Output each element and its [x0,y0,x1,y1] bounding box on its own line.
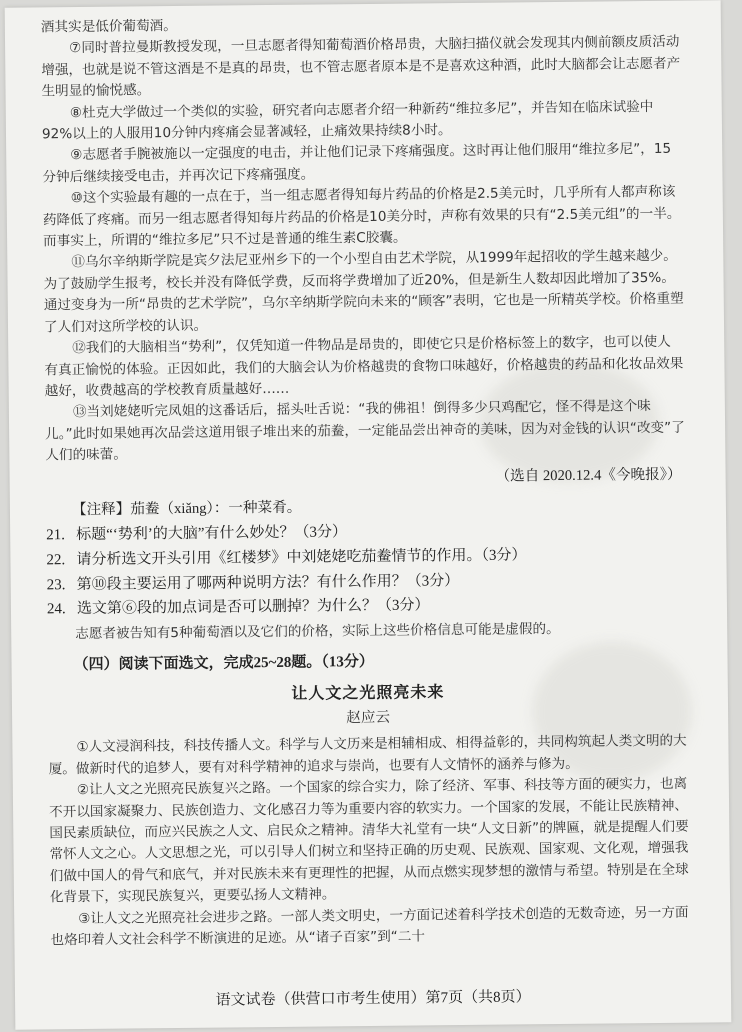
passage-note: 【注释】茄鲞（xiǎng）：一种菜肴。 [71,499,302,519]
article-paragraph-3: ③让人文之光照亮社会进步之路。一部人类文明史，一方面记述着科学技术创造的无数奇迹，另一方面也烙印着人文社会科学不断演进的足迹。从“诸子百家”到“二十 [50,904,689,949]
question-number: 22. [46,552,66,569]
article-paragraph-1: ①人文浸润科技，科技传播人文。科学与人文历来是相辅相成、相得益彰的，共同构筑起人类文明的大厦。做新时代的追梦人，要有对科学精神的追求与崇尚，也要有人文情怀的涵养与修为。 [48,733,687,778]
passage-paragraph: 酒其实是低价葡萄酒。 [40,17,177,36]
section-heading: （四）阅读下面选文，完成25~28题。（13分） [73,654,374,674]
article-author: 赵应云 [346,708,391,727]
article-title: 让人文之光照亮未来 [291,681,445,703]
reading-passage-4 [48,731,690,952]
passage-source: （选自 2020.12.4《今晚报》） [495,466,682,485]
question-text: 请分析选文开头引用《红楼梦》中刘姥姥吃茄鲞情节的作用。（3分） [76,547,527,568]
passage-paragraph-9: ⑨志愿者手腕被施以一定强度的电击，并让他们记录下疼痛强度。这时再让他们服用“维拉多尼”，15分钟后继续接受电击，并再次记下疼痛强度。 [42,141,672,186]
question-text: 选文第⑥段的加点词是否可以删掉？为什么？（3分） [76,597,430,618]
passage-paragraph-8: ⑧杜克大学做过一个类似的实验，研究者向志愿者介绍一种新药“维拉多尼”，并告知在临床试验中92%以上的人服用10分钟内疼痛会显著减轻，止痛效果持续8小时。 [41,98,654,143]
question-text: 第⑩段主要运用了哪两种说明方法？有什么作用？（3分） [76,572,460,593]
question-list [46,517,687,645]
passage-paragraph-13: ⑬当刘姥姥听完凤姐的这番话后，摇头吐舌说：“我的佛祖！倒得多少只鸡配它，怪不得是这个味儿。”此时如果她再次品尝这道用银子堆出来的茄鲞，一定能品尝出神奇的美味，因为对金钱的认识“改变”了人们的味蕾。 [45,398,685,464]
question-number: 21. [46,527,66,544]
question-number: 23. [46,576,66,593]
page-content [41,11,691,952]
question-number: 24. [46,601,66,618]
question-24-quote: 志愿者被告知有5种葡萄酒以及它们的价格，实际上这些价格信息可能是虚假的。 [75,620,560,642]
passage-paragraph-12: ⑫我们的大脑相当“势利”，仅凭知道一件物品是昂贵的，即使它只是价格标签上的数字，也可以使人有真正愉悦的体验。正因如此，我们的大脑会认为价格越贵的食物口味越好，价格越贵的药品和化妆品效果越好，收费越高的学校教育质量越好…… [44,333,684,400]
passage-paragraph-10: ⑩这个实验最有趣的一点在于，当一组志愿者得知每片药品的价格是2.5美元时，几乎所有人都声称该药降低了疼痛。而另一组志愿者得知每片药品的价格是10美分时，声称有效果的只有“2.5美元组”的一半。而事实上，所谓的“维拉多尼”只不过是普通的维生素C胶囊。 [42,184,681,250]
question-text: 标题“‘势利’的大脑”有什么妙处？（3分） [76,524,348,544]
reading-passage-3 [41,11,686,467]
page-footer: 语文试卷（供营口市考生使用）第7页（共8页） [215,989,531,1009]
passage-paragraph-7: ⑦同时普拉曼斯教授发现，一旦志愿者得知葡萄酒价格昂贵，大脑扫描仪就会发现其内侧前额皮质活动增强，也就是说不管这酒是不是真的昂贵，也不管志愿者原本是不是喜欢这种酒，此时大脑都会让志愿者产生明显的愉悦感。 [41,34,681,100]
exam-page [5,0,732,1029]
article-paragraph-2: ②让人文之光照亮民族复兴之路。一个国家的综合实力，除了经济、军事、科技等方面的硬实力，也离不开以国家凝聚力、民族创造力、文化感召力等为重要内容的软实力。一个国家的发展，不能让民族精神、国民素质缺位，而应兴民族之人文、启民众之精神。清华大礼堂有一块“人文日新”的牌匾，就是提醒人们要常怀人文之心。人文思想之光，可以引导人们树立和坚持正确的历史观、民族观、国家观、文化观，增强我们做中国人的骨气和底气，并对民族未来有更理性的把握，从而点燃实现梦想的激情与希望。特别是在全球化背景下，实现民族复兴，更要弘扬人文精神。 [49,775,689,906]
passage-paragraph-11: ⑪乌尔辛纳斯学院是宾夕法尼亚州乡下的一个小型自由艺术学院，从1999年起招收的学生越来越少。为了鼓励学生报考，校长并没有降低学费，反而将学费增加了近20%，但是新生人数却因此增加了35%。通过变身为一所“昂贵的艺术学院”，乌尔辛纳斯学院向未来的“顾客”表明，它也是一所精英学校。价格重塑了人们对这所学校的认识。 [43,248,684,336]
